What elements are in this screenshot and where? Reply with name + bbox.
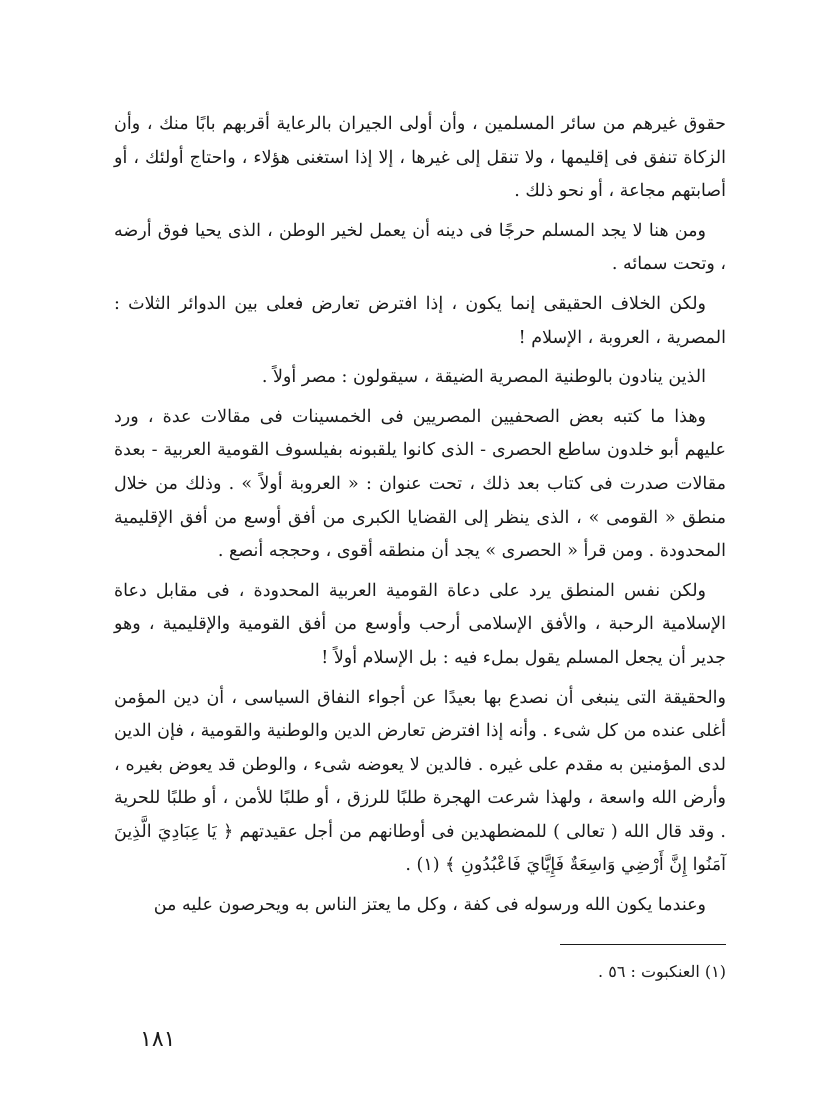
footnote: (١) العنكبوت : ٥٦ . xyxy=(598,962,726,981)
paragraph-4: الذين ينادون بالوطنية المصرية الضيقة ، سيقولون : مصر أولاً . xyxy=(261,367,706,388)
paragraph-7: والحقيقة التى ينبغى أن نصدع بها بعيدًا عن أجواء النفاق السياسى ، أن دين المؤمن أغلى عنده من كل شىء . وأنه إذا افترض تعارض الدين والوطنية والقومية ، فإن الدين لدى المؤمنين به مقدم على غيره . فالدين لا يعوضه شىء ، والوطن قد يعوض بغيره ، وأرض الله واسعة ، ولهذا شرعت الهجرة طلبًا للرزق ، أو طلبًا للأمن ، أو طلبًا للحرية . وقد قال الله ( تعالى ) للمضطهدين فى أوطانهم من أجل عقيدتهم ﴿ يَا عِبَادِيَ الَّذِينَ آمَنُوا إِنَّ أَرْضِي وَاسِعَةٌ فَإِيَّايَ فَاعْبُدُونِ ﴾ (١) . xyxy=(114,687,726,876)
paragraph-8: وعندما يكون الله ورسوله فى كفة ، وكل ما يعتز الناس به ويحرصون عليه من xyxy=(153,895,706,916)
paragraph-1: حقوق غيرهم من سائر المسلمين ، وأن أولى الجيران بالرعاية أقربهم بابًا منك ، وأن الزكاة تنفق فى إقليمها ، ولا تنقل إلى غيرها ، إلا إذا استغنى هؤلاء ، واحتاج أولئك ، أو أصابتهم مجاعة ، أو نحو ذلك . xyxy=(114,114,726,202)
paragraph-3: ولكن الخلاف الحقيقى إنما يكون ، إذا افترض تعارض فعلى بين الدوائر الثلاث : المصرية ، العروبة ، الإسلام ! xyxy=(114,293,726,348)
paragraph-5: وهذا ما كتبه بعض الصحفيين المصريين فى الخمسينات فى مقالات عدة ، ورد عليهم أبو خلدون ساطع الحصرى - الذى كانوا يلقبونه بفيلسوف القومية العربية - بعدة مقالات صدرت فى كتاب بعد ذلك ، تحت عنوان : « العروبة أولاً » . وذلك من خلال منطق « القومى » ، الذى ينظر إلى القضايا الكبرى من أفق أوسع من أفق الإقليمية المحدودة . ومن قرأ « الحصرى » يجد أن منطقه أقوى ، وحججه أنصع . xyxy=(114,406,726,562)
main-text xyxy=(114,108,726,929)
paragraph-2: ومن هنا لا يجد المسلم حرجًا فى دينه أن يعمل لخير الوطن ، الذى يحيا فوق أرضه ، وتحت سمائه . xyxy=(114,220,726,275)
paragraph-6: ولكن نفس المنطق يرد على دعاة القومية العربية المحدودة ، فى مقابل دعاة الإسلامية الرحبة ، والأفق الإسلامى أرحب وأوسع من أفق القومية والإقليمية ، وهو جدير أن يجعل المسلم يقول بملء فيه : بل الإسلام أولاً ! xyxy=(114,580,726,668)
page-number: ١٨١ xyxy=(140,1027,176,1052)
footnote-divider xyxy=(560,944,726,945)
